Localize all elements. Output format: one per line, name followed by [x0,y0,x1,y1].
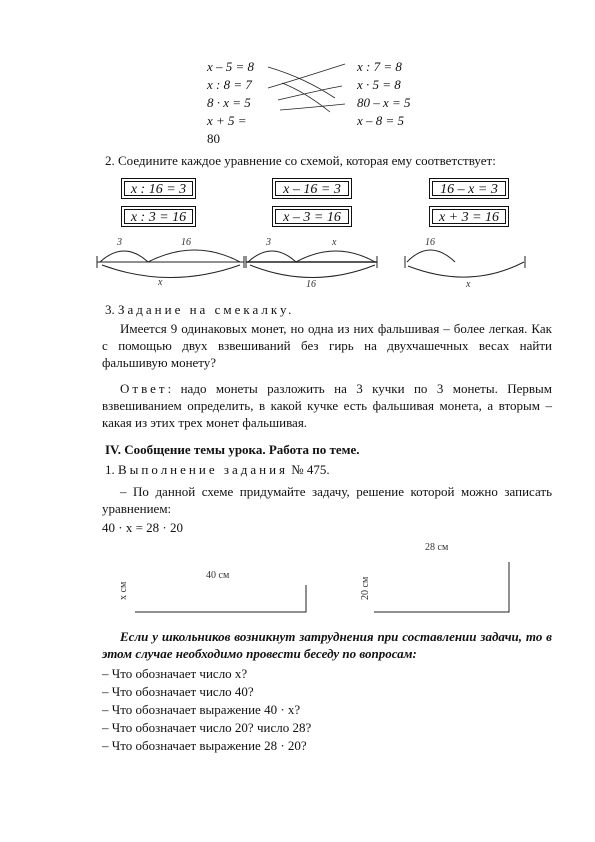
scheme2-label-a: 3 [266,237,271,248]
box-c2-bot: x – 3 = 16 [272,206,352,227]
task3-number: 3. [105,302,115,317]
teacher-note: Если у школьников возникнут затруднения при составлении задачи, то в этом случае необходимо провести беседу по вопросам: [102,629,552,661]
box-c2-top: x – 16 = 3 [272,178,352,199]
right-eq-3: 80 – x = 5 [357,95,411,110]
scheme-1 [97,250,244,278]
task475-text: – По данной схеме придумайте задачу, решение которой можно записать уравнением: [102,484,552,516]
rect2-height-label: 20 см [360,576,371,600]
scheme3-label-a: 16 [425,237,435,248]
task475-rectangles [135,562,509,612]
right-eq-1: x : 7 = 8 [357,59,402,74]
task2-heading: 2. Соедините каждое уравнение со схемой, которая ему соответствует: [105,153,496,168]
left-eq-3: 8 · x = 5 [207,95,251,110]
task475-equation: 40 · x = 28 · 20 [102,520,183,535]
scheme1-label-b: 16 [181,237,191,248]
rect1-width-label: 40 см [206,570,230,581]
rect2-width-label: 28 см [425,542,449,553]
right-eq-4: x – 8 = 5 [357,113,405,128]
scheme1-label-total: x [158,277,163,288]
answer-paragraph [102,380,552,431]
box-c1-top: x : 16 = 3 [121,178,196,199]
section-4-heading: IV. Сообщение темы урока. Работа по теме. [105,442,360,457]
scheme2-label-b: x [332,237,337,248]
box-c3-top: 16 – x = 3 [429,178,509,199]
scheme1-label-a: 3 [117,237,122,248]
scheme-2 [246,251,377,278]
rect1-height-label: x см [118,581,129,600]
question-4: – Что обозначает число 20? число 28? [102,720,312,735]
scheme-3 [405,250,525,277]
box-c3-bot: x + 3 = 16 [429,206,509,227]
task3-text: Имеется 9 одинаковых монет, но одна из них фальшивая – более легкая. Как с помощью двух взвешиваний без гирь на двухчашечных весах найти фальшивую монету? [102,321,552,370]
task3-title [105,302,294,317]
left-eq-5: 80 [207,131,220,146]
task475-title [105,462,330,477]
left-eq-1: x – 5 = 8 [207,59,255,74]
question-3: – Что обозначает выражение 40 · x? [102,702,301,717]
scheme2-label-total: 16 [306,279,316,290]
task475-number: 1. [105,462,115,477]
question-2: – Что обозначает число 40? [102,684,254,699]
box-c1-bot: x : 3 = 16 [121,206,196,227]
left-eq-2: x : 8 = 7 [207,77,252,92]
right-eq-2: x · 5 = 8 [357,77,401,92]
task475-title-text: Выполнение задания [118,462,289,477]
scheme3-label-total: x [466,279,471,290]
answer-text: : надо монеты разложить на 3 кучки по 3 монеты. Первым взвешиванием определить, в какой кучке есть фальшивая монета, а вторым – какая из этих трех монет фальшивая. [102,381,552,430]
left-eq-4: x + 5 = [207,113,247,128]
question-5: – Что обозначает выражение 28 · 20? [102,738,307,753]
matching-lines [268,64,345,112]
question-1: – Что обозначает число x? [102,666,248,681]
task3-title-text: Задание на смекалку. [118,302,295,317]
task475-num: № 475. [291,462,330,477]
answer-label: Ответ [120,381,168,396]
